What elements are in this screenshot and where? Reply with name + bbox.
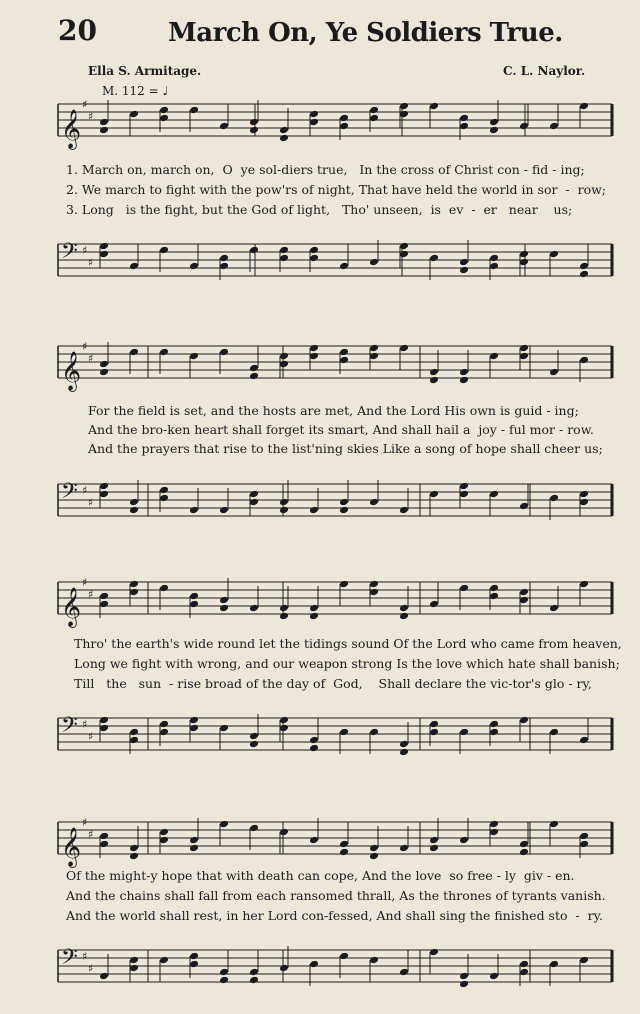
- note-head: [309, 344, 319, 353]
- note-head: [579, 840, 589, 849]
- music-credit: C. L. Naylor.: [503, 64, 586, 78]
- note-head: [549, 820, 559, 829]
- bass-clef-icon: 𝄢: [61, 713, 78, 743]
- note-head: [99, 840, 109, 849]
- note-head: [339, 840, 349, 849]
- sharp-icon: ♯: [88, 256, 94, 269]
- note-head: [129, 956, 139, 965]
- note-head: [279, 352, 289, 361]
- treble-staff: [0, 816, 640, 866]
- note-head: [459, 258, 469, 267]
- note-head: [129, 852, 139, 861]
- note-head: [129, 728, 139, 737]
- note-head: [549, 494, 559, 503]
- note-head: [159, 728, 169, 737]
- note-head: [279, 828, 289, 837]
- note-head: [579, 832, 589, 841]
- note-head: [339, 580, 349, 589]
- bass-staff: [0, 238, 640, 288]
- note-head: [489, 828, 499, 837]
- note-head: [489, 262, 499, 271]
- note-head: [249, 498, 259, 507]
- note-head: [99, 360, 109, 369]
- note-head: [519, 596, 529, 605]
- note-head: [99, 250, 109, 259]
- note-head: [249, 118, 259, 127]
- note-head: [489, 254, 499, 263]
- sharp-icon: ♯: [82, 98, 88, 111]
- note-head: [189, 724, 199, 733]
- bass-staff: [0, 944, 640, 994]
- treble-staff: [0, 576, 640, 626]
- note-head: [189, 592, 199, 601]
- note-head: [309, 352, 319, 361]
- note-head: [129, 498, 139, 507]
- note-head: [369, 844, 379, 853]
- treble-staff: [0, 98, 640, 148]
- note-head: [579, 356, 589, 365]
- words-credit: Ella S. Armitage.: [88, 64, 202, 78]
- note-head: [459, 972, 469, 981]
- note-head: [219, 724, 229, 733]
- note-head: [429, 600, 439, 609]
- note-head: [519, 122, 529, 131]
- note-head: [99, 242, 109, 251]
- bass-clef-icon: 𝄢: [61, 945, 78, 975]
- note-head: [189, 844, 199, 853]
- note-head: [369, 344, 379, 353]
- note-head: [219, 122, 229, 131]
- note-head: [339, 348, 349, 357]
- note-head: [489, 584, 499, 593]
- note-head: [519, 258, 529, 267]
- note-head: [189, 952, 199, 961]
- note-head: [219, 596, 229, 605]
- note-head: [219, 506, 229, 515]
- sharp-icon: ♯: [88, 110, 94, 123]
- note-head: [159, 106, 169, 115]
- note-head: [579, 736, 589, 745]
- note-head: [579, 262, 589, 271]
- note-head: [339, 728, 349, 737]
- note-head: [129, 580, 139, 589]
- note-head: [249, 372, 259, 381]
- note-head: [339, 848, 349, 857]
- note-head: [219, 262, 229, 271]
- lyric-line: And the chains shall fall from each ransomed thrall, As the thrones of tyrants vanish.: [66, 888, 606, 903]
- bass-clef-icon: 𝄢: [61, 239, 78, 269]
- note-head: [279, 612, 289, 621]
- note-head: [249, 246, 259, 255]
- note-head: [219, 348, 229, 357]
- note-head: [219, 976, 229, 985]
- sharp-icon: ♯: [82, 950, 88, 963]
- note-head: [159, 114, 169, 123]
- note-head: [549, 960, 559, 969]
- note-head: [549, 728, 559, 737]
- note-head: [399, 344, 409, 353]
- lyric-line: 1. March on, march on, O ye sol-diers true, In the cross of Christ con - fid - ing;: [66, 162, 585, 177]
- treble-clef-icon: 𝄞: [61, 109, 82, 149]
- note-head: [159, 828, 169, 837]
- note-head: [459, 482, 469, 491]
- note-head: [459, 836, 469, 845]
- note-head: [339, 356, 349, 365]
- lyric-line: Thro' the earth's wide round let the tidings sound Of the Lord who came from heaven,: [74, 636, 622, 651]
- sharp-icon: ♯: [88, 962, 94, 975]
- note-head: [309, 836, 319, 845]
- note-head: [549, 604, 559, 613]
- note-head: [369, 852, 379, 861]
- note-head: [279, 246, 289, 255]
- note-head: [579, 956, 589, 965]
- note-head: [369, 588, 379, 597]
- note-head: [99, 368, 109, 377]
- note-head: [129, 506, 139, 515]
- note-head: [519, 968, 529, 977]
- treble-clef-icon: 𝄞: [61, 827, 82, 867]
- note-head: [519, 352, 529, 361]
- note-head: [159, 246, 169, 255]
- note-head: [399, 506, 409, 515]
- note-head: [369, 956, 379, 965]
- note-head: [279, 506, 289, 515]
- note-head: [189, 716, 199, 725]
- note-head: [399, 604, 409, 613]
- note-head: [309, 254, 319, 263]
- note-head: [399, 102, 409, 111]
- note-head: [159, 956, 169, 965]
- note-head: [279, 604, 289, 613]
- note-head: [459, 114, 469, 123]
- sharp-icon: ♯: [82, 576, 88, 589]
- note-head: [459, 368, 469, 377]
- lyric-line: 2. We march to fight with the pow'rs of night, That have held the world in sor - row;: [66, 182, 607, 197]
- treble-clef-icon: 𝄞: [61, 587, 82, 627]
- note-head: [219, 820, 229, 829]
- note-head: [249, 968, 259, 977]
- note-head: [249, 740, 259, 749]
- note-head: [309, 110, 319, 119]
- sharp-icon: ♯: [82, 340, 88, 353]
- note-head: [219, 254, 229, 263]
- note-head: [279, 254, 289, 263]
- note-head: [279, 134, 289, 143]
- note-head: [309, 246, 319, 255]
- note-head: [279, 498, 289, 507]
- sharp-icon: ♯: [88, 828, 94, 841]
- note-head: [519, 716, 529, 725]
- note-head: [429, 254, 439, 263]
- note-head: [159, 486, 169, 495]
- note-head: [249, 490, 259, 499]
- note-head: [99, 126, 109, 135]
- note-head: [99, 118, 109, 127]
- tempo-marking: M. 112 = ♩: [102, 84, 169, 98]
- note-head: [519, 502, 529, 511]
- note-head: [339, 122, 349, 131]
- note-head: [129, 964, 139, 973]
- note-head: [429, 728, 439, 737]
- lyric-line: Of the might-y hope that with death can cope, And the love so free - ly giv - en.: [66, 868, 575, 883]
- note-head: [159, 494, 169, 503]
- note-head: [489, 820, 499, 829]
- note-head: [159, 836, 169, 845]
- note-head: [489, 720, 499, 729]
- note-head: [519, 840, 529, 849]
- note-head: [309, 506, 319, 515]
- note-head: [399, 968, 409, 977]
- sharp-icon: ♯: [82, 718, 88, 731]
- treble-clef-icon: 𝄞: [61, 351, 82, 391]
- note-head: [579, 580, 589, 589]
- note-head: [99, 490, 109, 499]
- lyric-line: Long we fight with wrong, and our weapon strong Is the love which hate shall banish;: [74, 656, 620, 671]
- note-head: [459, 266, 469, 275]
- note-head: [549, 368, 559, 377]
- note-head: [489, 592, 499, 601]
- sharp-icon: ♯: [88, 730, 94, 743]
- note-head: [459, 490, 469, 499]
- note-head: [309, 118, 319, 127]
- note-head: [159, 348, 169, 357]
- lyric-line: And the bro-ken heart shall forget its smart, And shall hail a joy - ful mor - row.: [88, 422, 594, 437]
- note-head: [459, 376, 469, 385]
- note-head: [489, 126, 499, 135]
- note-head: [429, 102, 439, 111]
- note-head: [369, 580, 379, 589]
- lyric-line: And the prayers that rise to the list'ning skies Like a song of hope shall cheer us;: [88, 441, 603, 456]
- note-head: [189, 352, 199, 361]
- note-head: [489, 490, 499, 499]
- note-head: [429, 836, 439, 845]
- note-head: [549, 250, 559, 259]
- note-head: [99, 724, 109, 733]
- lyric-line: For the field is set, and the hosts are met, And the Lord His own is guid - ing;: [88, 403, 579, 418]
- note-head: [129, 110, 139, 119]
- note-head: [249, 732, 259, 741]
- note-head: [309, 612, 319, 621]
- note-head: [129, 736, 139, 745]
- note-head: [399, 110, 409, 119]
- note-head: [549, 122, 559, 131]
- note-head: [339, 952, 349, 961]
- note-head: [369, 728, 379, 737]
- note-head: [399, 740, 409, 749]
- note-head: [369, 114, 379, 123]
- note-head: [249, 824, 259, 833]
- note-head: [519, 588, 529, 597]
- note-head: [159, 720, 169, 729]
- note-head: [279, 716, 289, 725]
- note-head: [459, 122, 469, 131]
- note-head: [519, 250, 529, 259]
- note-head: [249, 364, 259, 373]
- note-head: [369, 258, 379, 267]
- note-head: [339, 262, 349, 271]
- lyric-line: 3. Long is the fight, but the God of light, Tho' unseen, is ev - er near us;: [66, 202, 573, 217]
- note-head: [579, 490, 589, 499]
- note-head: [489, 118, 499, 127]
- note-head: [489, 352, 499, 361]
- note-head: [369, 352, 379, 361]
- note-head: [579, 102, 589, 111]
- note-head: [519, 960, 529, 969]
- note-head: [189, 106, 199, 115]
- note-head: [129, 588, 139, 597]
- bass-staff: [0, 712, 640, 762]
- note-head: [249, 976, 259, 985]
- bass-staff: [0, 478, 640, 528]
- note-head: [129, 262, 139, 271]
- note-head: [459, 584, 469, 593]
- note-head: [519, 848, 529, 857]
- note-head: [219, 604, 229, 613]
- note-head: [99, 482, 109, 491]
- note-head: [189, 960, 199, 969]
- note-head: [459, 728, 469, 737]
- note-head: [279, 360, 289, 369]
- note-head: [249, 604, 259, 613]
- note-head: [429, 844, 439, 853]
- hymn-number: 20: [58, 14, 97, 47]
- sharp-icon: ♯: [82, 816, 88, 829]
- note-head: [579, 270, 589, 279]
- note-head: [429, 948, 439, 957]
- note-head: [399, 612, 409, 621]
- note-head: [369, 498, 379, 507]
- note-head: [459, 980, 469, 989]
- hymn-title: March On, Ye Soldiers True.: [168, 18, 563, 48]
- note-head: [99, 832, 109, 841]
- note-head: [579, 498, 589, 507]
- bass-clef-icon: 𝄢: [61, 479, 78, 509]
- note-head: [99, 592, 109, 601]
- lyric-line: Till the sun - rise broad of the day of God, Shall declare the vic-tor's glo - ry,: [74, 676, 592, 691]
- note-head: [399, 748, 409, 757]
- note-head: [309, 744, 319, 753]
- sharp-icon: ♯: [88, 496, 94, 509]
- note-head: [309, 736, 319, 745]
- note-head: [519, 344, 529, 353]
- sharp-icon: ♯: [88, 588, 94, 601]
- note-head: [159, 584, 169, 593]
- note-head: [429, 490, 439, 499]
- note-head: [99, 600, 109, 609]
- note-head: [489, 972, 499, 981]
- note-head: [369, 106, 379, 115]
- sharp-icon: ♯: [82, 484, 88, 497]
- sharp-icon: ♯: [82, 244, 88, 257]
- note-head: [99, 972, 109, 981]
- note-head: [339, 506, 349, 515]
- note-head: [189, 600, 199, 609]
- note-head: [249, 126, 259, 135]
- sharp-icon: ♯: [88, 352, 94, 365]
- note-head: [189, 506, 199, 515]
- note-head: [129, 348, 139, 357]
- treble-staff: [0, 340, 640, 390]
- note-head: [429, 720, 439, 729]
- lyric-line: And the world shall rest, in her Lord con-fessed, And shall sing the finished sto - ry.: [66, 908, 603, 923]
- note-head: [489, 728, 499, 737]
- note-head: [399, 844, 409, 853]
- note-head: [339, 498, 349, 507]
- note-head: [279, 126, 289, 135]
- note-head: [279, 964, 289, 973]
- note-head: [279, 724, 289, 733]
- note-head: [309, 960, 319, 969]
- note-head: [189, 262, 199, 271]
- note-head: [399, 242, 409, 251]
- note-head: [219, 968, 229, 977]
- note-head: [399, 250, 409, 259]
- note-head: [129, 844, 139, 853]
- note-head: [339, 114, 349, 123]
- note-head: [429, 368, 439, 377]
- note-head: [99, 716, 109, 725]
- note-head: [189, 836, 199, 845]
- note-head: [429, 376, 439, 385]
- note-head: [309, 604, 319, 613]
